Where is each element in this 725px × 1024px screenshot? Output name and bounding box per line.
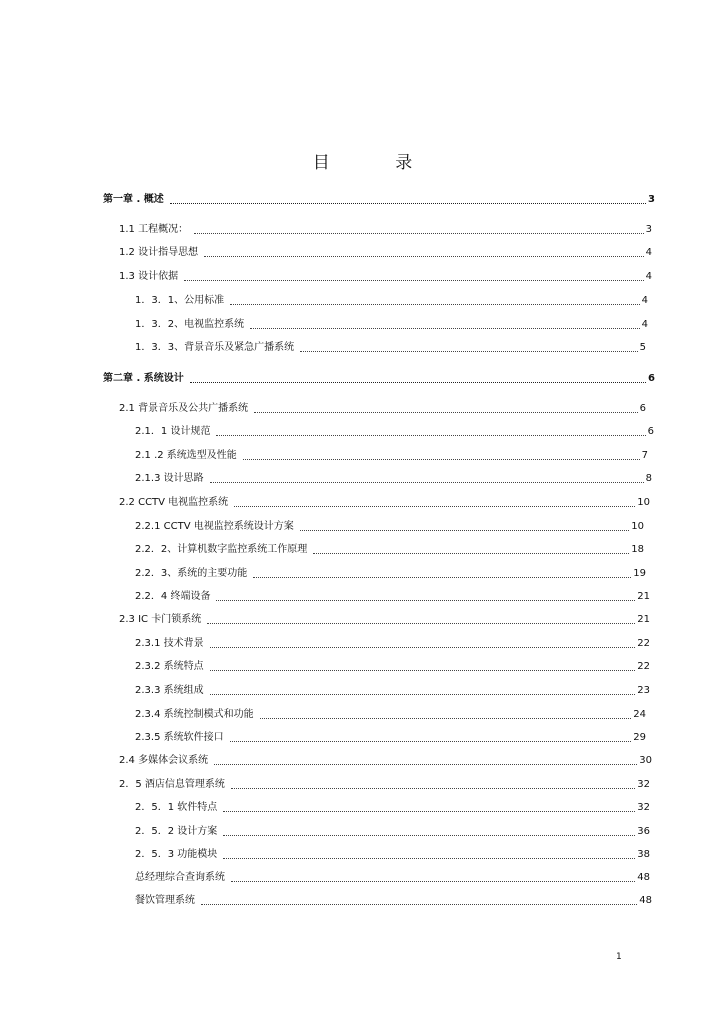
dot-leader: [260, 718, 632, 719]
toc-entry: [135, 706, 646, 722]
dot-leader: [254, 412, 638, 413]
dot-leader: [210, 670, 636, 671]
dot-leader: [230, 304, 640, 305]
toc-chapter: [103, 370, 655, 386]
dot-leader: [210, 694, 636, 695]
toc-entry-label: 2.3.3 系统组成: [135, 685, 204, 696]
toc-entry-label: 1.1 工程概况：: [119, 224, 189, 235]
toc-entry: [135, 423, 654, 439]
toc-entry-page: 3: [648, 194, 655, 205]
toc-entry: [135, 447, 648, 463]
toc-entry-label: 2.3.4 系统控制模式和功能: [135, 709, 254, 720]
toc-entry-label: 1．3．1、公用标准: [135, 295, 225, 306]
toc-entry-page: 38: [637, 849, 650, 860]
dot-leader: [223, 835, 635, 836]
dot-leader: [230, 741, 632, 742]
toc-entry: [135, 892, 652, 908]
toc-entry-label: 2.3.5 系统软件接口: [135, 732, 224, 743]
toc-entry-page: 22: [637, 661, 650, 672]
toc-entry-page: 6: [647, 426, 654, 437]
toc-entry-label: 2.3 IC 卡门锁系统: [119, 614, 202, 625]
dot-leader: [170, 203, 646, 204]
toc-entry-label: 2.2.1 CCTV 电视监控系统设计方案: [135, 521, 294, 532]
toc-entry-label: 2.1.3 设计思路: [135, 473, 204, 484]
toc-entry: [119, 776, 650, 792]
dot-leader: [204, 256, 644, 257]
toc-entry: [119, 268, 652, 284]
dot-leader: [216, 600, 635, 601]
toc-entry-label: 餐饮管理系统: [135, 895, 195, 906]
toc-entry-label: 2.3.2 系统特点: [135, 661, 204, 672]
toc-entry-label: 2．5．2 设计方案: [135, 826, 218, 837]
toc-entry-label: 1．3．2、电视监控系统: [135, 319, 245, 330]
toc-entry: [119, 400, 646, 416]
toc-entry-page: 21: [637, 591, 650, 602]
toc-entry-page: 5: [639, 342, 646, 353]
toc-chapter: [103, 191, 655, 207]
toc-entry: [135, 658, 650, 674]
toc-entry-label: 第二章 . 系统设计: [103, 373, 184, 384]
dot-leader: [210, 482, 644, 483]
toc-entry-page: 19: [633, 568, 646, 579]
toc-entry-page: 48: [637, 872, 650, 883]
toc-entry: [135, 588, 650, 604]
toc-entry: [135, 682, 650, 698]
toc-entry: [135, 292, 648, 308]
toc-entry-page: 48: [639, 895, 652, 906]
toc-entry-page: 4: [645, 271, 652, 282]
toc-entry: [119, 752, 652, 768]
toc-entry-label: 总经理综合查询系统: [135, 872, 225, 883]
toc-entry-page: 8: [645, 473, 652, 484]
toc-entry-page: 10: [637, 497, 650, 508]
toc-entry-label: 2.1．1 设计规范: [135, 426, 211, 437]
toc-entry-label: 2.1 背景音乐及公共广播系统: [119, 403, 249, 414]
dot-leader: [300, 530, 630, 531]
dot-leader: [313, 553, 629, 554]
toc-entry-label: 1．3．3、背景音乐及紧急广播系统: [135, 342, 295, 353]
toc-entry-page: 22: [637, 638, 650, 649]
dot-leader: [223, 858, 635, 859]
toc-entry: [119, 244, 652, 260]
toc-entry: [119, 611, 650, 627]
toc-entry-page: 6: [648, 373, 655, 384]
toc-entry-label: 2．5 酒店信息管理系统: [119, 779, 225, 790]
toc-entry-label: 2．5．1 软件特点: [135, 802, 218, 813]
toc-entry-page: 10: [631, 521, 644, 532]
toc-entry-page: 3: [645, 224, 652, 235]
dot-leader: [207, 623, 635, 624]
toc-entry: [135, 846, 650, 862]
toc-entry-page: 4: [641, 295, 648, 306]
toc-entry-label: 2.2 CCTV 电视监控系统: [119, 497, 229, 508]
toc-entry-page: 23: [637, 685, 650, 696]
dot-leader: [210, 647, 636, 648]
toc-entry-label: 1.3 设计依据: [119, 271, 179, 282]
toc-title: 目 录: [312, 153, 443, 173]
toc-entry: [135, 518, 644, 534]
toc-entry-page: 6: [639, 403, 646, 414]
dot-leader: [253, 577, 631, 578]
dot-leader: [216, 435, 645, 436]
toc-entry: [135, 565, 646, 581]
toc-entry: [135, 470, 652, 486]
toc-entry-page: 7: [641, 450, 648, 461]
toc-entry-label: 2.2．4 终端设备: [135, 591, 211, 602]
toc-entry: [119, 494, 650, 510]
dot-leader: [194, 233, 644, 234]
dot-leader: [243, 459, 640, 460]
toc-entry-label: 2．5．3 功能模块: [135, 849, 218, 860]
dot-leader: [231, 788, 635, 789]
toc-entry-page: 32: [637, 779, 650, 790]
toc-entry: [135, 823, 650, 839]
toc-entry-label: 2.1 .2 系统选型及性能: [135, 450, 237, 461]
toc-entry: [135, 635, 650, 651]
dot-leader: [223, 811, 635, 812]
toc-entry: [135, 339, 646, 355]
toc-entry-page: 29: [633, 732, 646, 743]
toc-entry: [135, 541, 644, 557]
dot-leader: [214, 764, 637, 765]
toc-entry: [135, 729, 646, 745]
toc-entry-page: 24: [633, 709, 646, 720]
toc-entry: [135, 869, 650, 885]
toc-entry-label: 2.4 多媒体会议系统: [119, 755, 209, 766]
toc-entry-page: 30: [639, 755, 652, 766]
dot-leader: [184, 280, 644, 281]
toc-entry-label: 2.2．3、系统的主要功能: [135, 568, 248, 579]
toc-entry-label: 第一章 . 概述: [103, 194, 164, 205]
toc-entry-page: 18: [631, 544, 644, 555]
toc-entry: [119, 221, 652, 237]
toc-entry-page: 4: [641, 319, 648, 330]
dot-leader: [234, 506, 635, 507]
dot-leader: [201, 904, 637, 905]
toc-entry-page: 4: [645, 247, 652, 258]
toc-entry-page: 21: [637, 614, 650, 625]
dot-leader: [250, 328, 640, 329]
dot-leader: [190, 382, 646, 383]
toc-entry-page: 32: [637, 802, 650, 813]
toc-entry: [135, 799, 650, 815]
dot-leader: [300, 351, 638, 352]
toc-entry-label: 1.2 设计指导思想: [119, 247, 199, 258]
page-number: 1: [616, 952, 622, 962]
toc-entry-page: 36: [637, 826, 650, 837]
toc-entry-label: 2.3.1 技术背景: [135, 638, 204, 649]
toc-entry: [135, 316, 648, 332]
dot-leader: [231, 881, 635, 882]
toc-entry-label: 2.2．2、计算机数字监控系统工作原理: [135, 544, 308, 555]
